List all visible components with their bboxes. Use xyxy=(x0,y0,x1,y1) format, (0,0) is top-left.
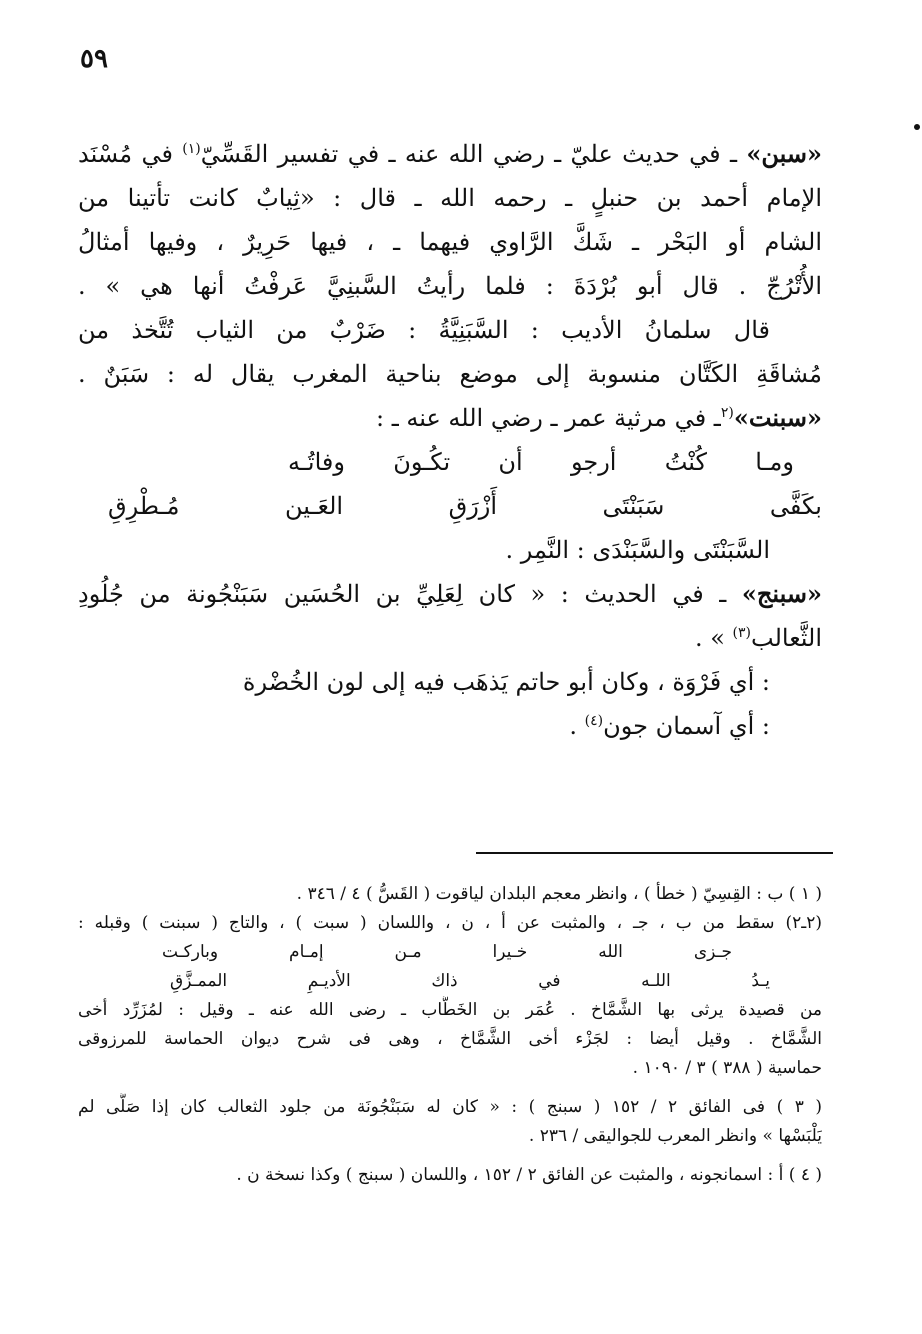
entry-text: في مُسْنَد xyxy=(78,140,173,168)
footnote-ref-4: (٤) xyxy=(584,713,604,729)
entry-sabanj-line-1 xyxy=(78,572,822,616)
footnote-2-line-2: من قصيدة يرثى بها الشَّمَّاخ . عُمَر بن الخَطَّاب ـ رضى الله عنه ـ وقيل : لمُزَرِّد أخى xyxy=(78,1000,822,1020)
entry-text: » . xyxy=(694,624,725,652)
entry-text: ـ في مرثية عمر ـ رضي الله عنه ـ : xyxy=(375,404,721,432)
footnote-2-verse-2: يـدُ اللـه في ذاك الأديـمِ الممـزَّقِ xyxy=(170,971,770,991)
footnote-2-line-4: حماسية ( ٣٨٨ ) ٣ / ١٠٩٠ . xyxy=(632,1058,822,1078)
entry-sabn-line-3: الشام أو البَحْر ـ شَكَّ الرَّاوي فيهما ـ ، فيها حَرِيرٌ ، وفيها أمثالُ xyxy=(78,228,822,256)
footnote-1: ( ١ ) ب : القِسِيّ ( خطأ ) ، وانظر معجم البلدان لياقوت ( القَسُّ ) ٤ / ٣٤٦ . xyxy=(296,884,822,904)
entry-sabanj-line-3: : أي فَرْوَة ، وكان أبو حاتم يَذهَب فيه إلى لون الخُضْرة xyxy=(242,668,770,696)
footnote-2-line-1: (٢ـ٢) سقط من ب ، جـ ، والمثبت عن أ ، ن ، واللسان ( سبت ) ، والتاج ( سبنت ) وقبله : xyxy=(78,913,822,933)
entry-sabn-line-4: الأُتْرُجّ . قال أبو بُرْدَةَ : فلما رأيتُ السَّبنِيَّ عَرفْتُ أنها هي » . xyxy=(78,272,822,300)
entry-text: الثَّعالب xyxy=(751,624,822,652)
footnote-divider xyxy=(476,852,833,854)
footnote-3-line-1: ( ٣ ) فى الفائق ٢ / ١٥٢ ( سبنج ) : « كان له سَبَنْجُونَة من جلود الثعالب كان إذا صَلَّى لم xyxy=(78,1097,822,1117)
footnote-2-line-3: الشَّمَّاخ . وقيل أيضا : لجَزْء أخى الشَّمَّاخ ، وهى فى شرح ديوان الحماسة للمرزوقى xyxy=(78,1029,822,1049)
footnote-3-line-2: يَلْبَسْها » وانظر المعرب للجواليقى / ٢٣٦ . xyxy=(528,1126,822,1146)
entry-sabn-line-5: قال سلمانُ الأديب : السَّبَنِيَّةُ : ضَرْبٌ من الثياب تُتَّخذ من xyxy=(78,316,770,344)
entry-head-sabant: «سبنت» xyxy=(733,403,822,432)
entry-text: : أي آسمان جون xyxy=(603,712,770,740)
gloss-line: السَّبَنْتَى والسَّبَنْدَى : النَّمِر . xyxy=(505,536,770,564)
entry-sabanj-line-2 xyxy=(78,616,822,660)
entry-head-sabanj: «سبنج» xyxy=(741,579,822,608)
entry-text: . xyxy=(569,712,578,740)
entry-head-sabn: «سبن» xyxy=(746,139,822,168)
main-text xyxy=(78,132,822,748)
verse-line-1: ومـا كُنْتُ أرجو أن تكُـونَ وفاتُـه xyxy=(288,448,794,476)
footnote-4: ( ٤ ) أ : اسمانجونه ، والمثبت عن الفائق ٢ / ١٥٢ ، واللسان ( سبنج ) وكذا نسخة ن . xyxy=(236,1165,822,1185)
margin-dot xyxy=(914,124,920,130)
footnote-ref-3: (٣) xyxy=(732,625,751,641)
entry-sabanj-line-4 xyxy=(78,704,822,748)
entry-sabn-line-6: مُشاقَةِ الكَتَّان منسوبة إلى موضع بناحية المغرب يقال له : سَبَنٌ . xyxy=(78,360,822,388)
entry-sabn-line-1 xyxy=(78,132,822,176)
footnote-2-verse-1: جـزى الله خـيرا مـن إمـام وباركـت xyxy=(162,942,732,962)
footnote-ref-1: (١) xyxy=(182,141,201,157)
footnotes xyxy=(78,880,822,1190)
entry-sabant-line-1 xyxy=(78,396,822,440)
page-number: ٥٩ xyxy=(80,44,108,74)
entry-text: ـ في حديث عليّ ـ رضي الله عنه ـ في تفسير القَسِّيّ xyxy=(200,140,738,168)
footnote-ref-2: (٢ xyxy=(720,405,734,421)
verse-line-2: بكَفَّى سَبَنْتَى أَزْرَقِ العَـين مُـطْرِقِ xyxy=(108,492,822,520)
entry-text: ـ في الحديث : « كان لِعَلِيِّ بن الحُسَين سَبَنْجُونة من جُلُودِ xyxy=(78,580,727,608)
entry-sabn-line-2: الإمام أحمد بن حنبلٍ ـ رحمه الله ـ قال : «ثِيابٌ كانت تأتينا من xyxy=(78,184,822,212)
